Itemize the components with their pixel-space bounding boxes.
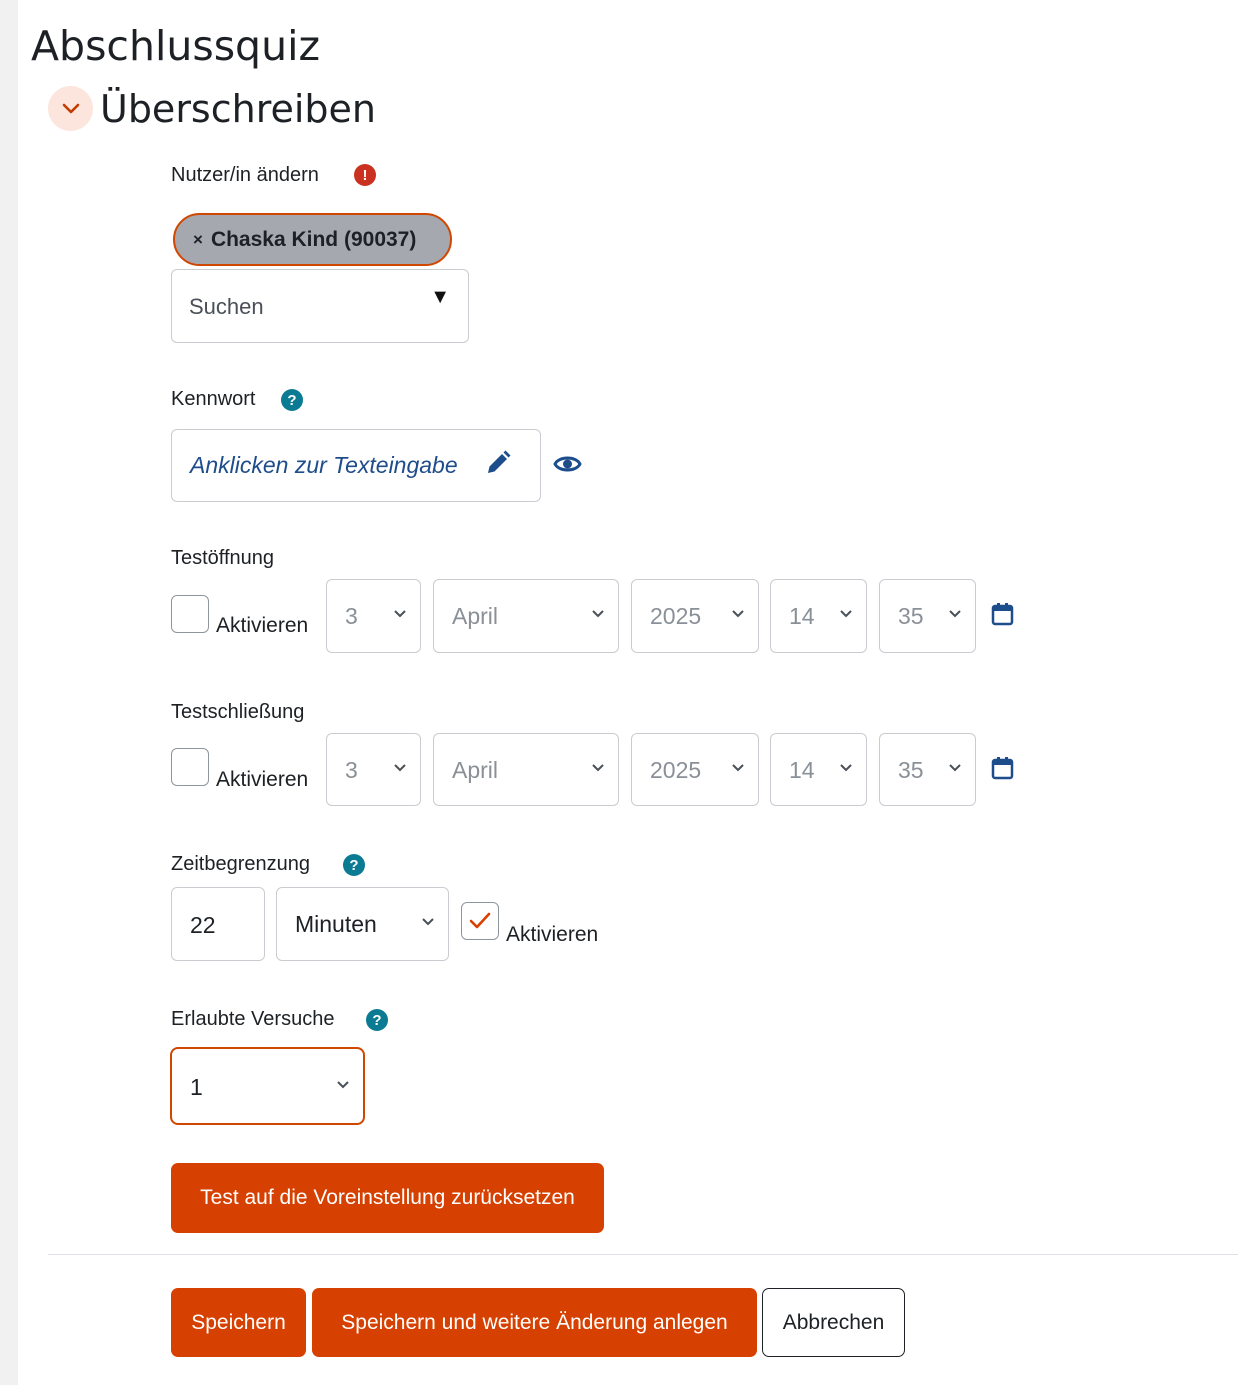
open-month-select[interactable] <box>433 579 619 653</box>
dropdown-arrow-icon[interactable]: ▼ <box>430 286 450 308</box>
time-limit-input[interactable] <box>171 887 265 961</box>
help-icon[interactable]: ? <box>366 1009 388 1031</box>
close-minute-select[interactable] <box>879 733 976 806</box>
open-minute-value: 35 <box>898 603 924 629</box>
open-date-enable-checkbox[interactable] <box>171 595 209 633</box>
eye-icon[interactable] <box>553 450 582 478</box>
calendar-icon[interactable] <box>991 602 1014 626</box>
user-field-label: Nutzer/in ändern <box>171 164 319 186</box>
open-month-value: April <box>452 603 499 629</box>
chevron-down-icon <box>592 610 604 618</box>
time-limit-enable-checkbox[interactable] <box>461 902 499 940</box>
close-hour-value: 14 <box>789 757 815 783</box>
close-date-enable-checkbox[interactable] <box>171 748 209 786</box>
chevron-down-icon <box>949 764 961 772</box>
close-year-value: 2025 <box>650 757 702 783</box>
chevron-down-icon <box>394 610 406 618</box>
save-and-add-button[interactable]: Speichern und weitere Änderung anlegen <box>312 1288 757 1357</box>
open-day-select[interactable] <box>326 579 421 653</box>
chevron-down-icon <box>732 610 744 618</box>
close-month-select[interactable] <box>433 733 619 806</box>
chevron-down-icon <box>732 764 744 772</box>
chevron-down-icon <box>62 103 80 115</box>
chevron-down-icon <box>592 764 604 772</box>
help-icon[interactable]: ? <box>343 854 365 876</box>
password-inline-edit[interactable] <box>171 429 541 502</box>
required-icon: ! <box>354 164 376 186</box>
time-limit-label: Zeitbegrenzung <box>171 853 310 875</box>
calendar-icon[interactable] <box>991 756 1014 780</box>
open-date-label: Testöffnung <box>171 547 275 569</box>
reset-to-default-button[interactable]: Test auf die Voreinstellung zurücksetzen <box>171 1163 604 1233</box>
pencil-icon <box>484 449 512 477</box>
user-search-input[interactable] <box>189 294 419 320</box>
open-date-enable-label: Aktivieren <box>216 614 309 637</box>
open-hour-value: 14 <box>789 603 815 629</box>
divider <box>48 1254 1238 1255</box>
close-day-value: 3 <box>345 757 358 783</box>
close-hour-select[interactable] <box>770 733 867 806</box>
chevron-down-icon <box>394 764 406 772</box>
time-limit-enable-label: Aktivieren <box>506 923 599 946</box>
close-date-enable-label: Aktivieren <box>216 768 309 791</box>
attempts-select[interactable] <box>170 1047 365 1125</box>
attempts-value: 1 <box>190 1074 203 1100</box>
close-month-value: April <box>452 757 499 783</box>
remove-icon[interactable]: × <box>193 229 203 249</box>
user-search-select[interactable] <box>171 269 469 343</box>
close-day-select[interactable] <box>326 733 421 806</box>
open-minute-select[interactable] <box>879 579 976 653</box>
time-limit-unit-value: Minuten <box>295 911 377 937</box>
open-hour-select[interactable] <box>770 579 867 653</box>
left-rail <box>0 0 18 1385</box>
close-year-select[interactable] <box>631 733 759 806</box>
open-day-value: 3 <box>345 603 358 629</box>
chevron-down-icon <box>949 610 961 618</box>
time-limit-unit-select[interactable] <box>276 887 449 961</box>
section-collapse-toggle[interactable] <box>48 86 93 131</box>
page-title: Abschlussquiz <box>31 22 320 70</box>
help-icon[interactable]: ? <box>281 389 303 411</box>
section-title: Überschreiben <box>100 87 377 131</box>
open-year-value: 2025 <box>650 603 702 629</box>
password-field-label: Kennwort <box>171 388 256 410</box>
chevron-down-icon <box>840 610 852 618</box>
save-button[interactable]: Speichern <box>171 1288 306 1357</box>
selected-user-chip[interactable] <box>173 213 452 266</box>
chevron-down-icon <box>840 764 852 772</box>
time-limit-value: 22 <box>190 912 216 938</box>
cancel-button[interactable]: Abbrechen <box>762 1288 905 1357</box>
attempts-label: Erlaubte Versuche <box>171 1008 335 1030</box>
chevron-down-icon <box>422 918 434 926</box>
close-minute-value: 35 <box>898 757 924 783</box>
chevron-down-icon <box>337 1081 349 1089</box>
password-edit-text: Anklicken zur Texteingabe <box>190 452 458 478</box>
selected-user-name: Chaska Kind (90037) <box>210 227 417 251</box>
close-date-label: Testschließung <box>171 701 305 723</box>
checkmark-icon <box>469 912 491 930</box>
open-year-select[interactable] <box>631 579 759 653</box>
